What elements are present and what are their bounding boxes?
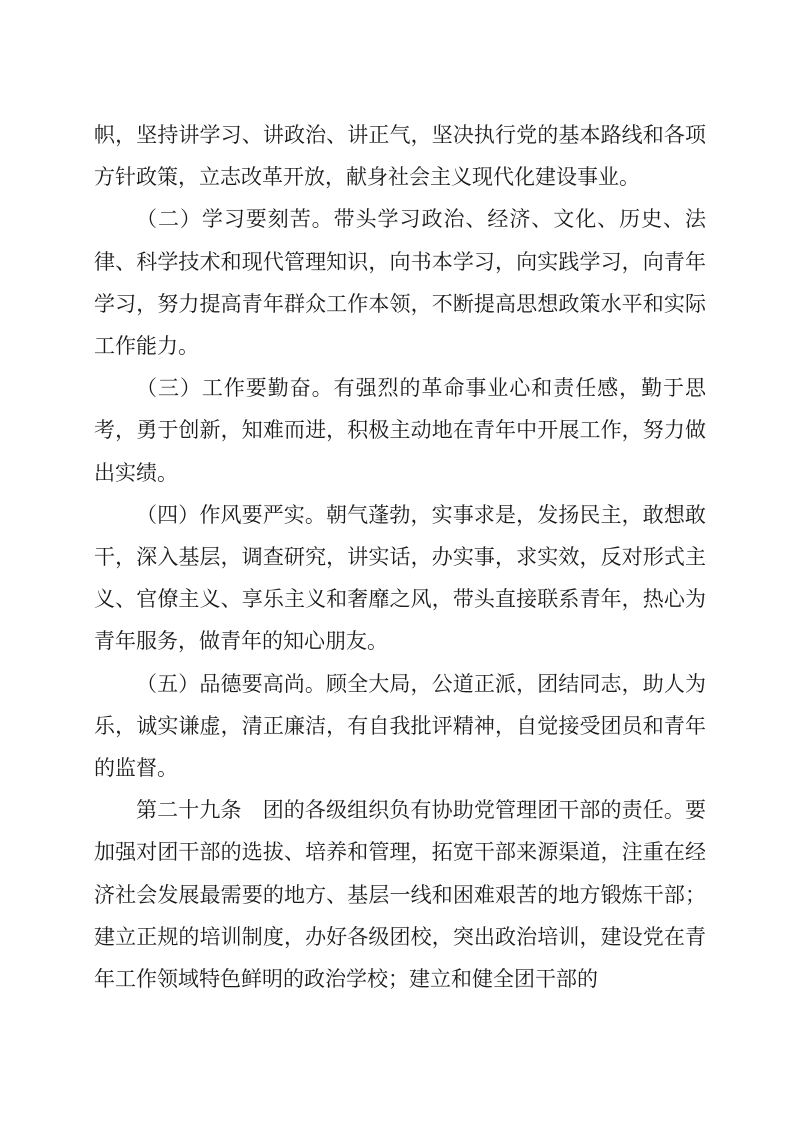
paragraph-item-3: （三）工作要勤奋。有强烈的革命事业心和责任感，勤于思考，勇于创新，知难而进，积极主动地在青年中开展工作，努力做出实绩。 [94,376,706,485]
paragraph-article-29: 第二十九条 团的各级组织负有协助党管理团干部的责任。要加强对团干部的选拔、培养和管理，拓宽干部来源渠道，注重在经济社会发展最需要的地方、基层一线和困难艰苦的地方锻炼干部；建立正规的培训制度，办好各级团校，突出政治培训，建设党在青年工作领域特色鲜明的政治学校；建立和健全团干部的 [94,798,706,992]
document-body [94,114,706,1000]
paragraph-item-2: （二）学习要刻苦。带头学习政治、经济、文化、历史、法律、科学技术和现代管理知识，向书本学习，向实践学习，向青年学习，努力提高青年群众工作本领，不断提高思想政策水平和实际工作能力。 [94,207,706,359]
paragraph-item-4: （四）作风要严实。朝气蓬勃，实事求是，发扬民主，敢想敢干，深入基层，调查研究，讲实话，办实事，求实效，反对形式主义、官僚主义、享乐主义和奢靡之风，带头直接联系青年，热心为青年服务，做青年的知心朋友。 [94,502,706,654]
paragraph-continuation: 帜，坚持讲学习、讲政治、讲正气，坚决执行党的基本路线和各项方针政策，立志改革开放，献身社会主义现代化建设事业。 [94,123,706,190]
paragraph-item-5: （五）品德要高尚。顾全大局，公道正派，团结同志，助人为乐，诚实谦虚，清正廉洁，有自我批评精神，自觉接受团员和青年的监督。 [94,671,706,781]
